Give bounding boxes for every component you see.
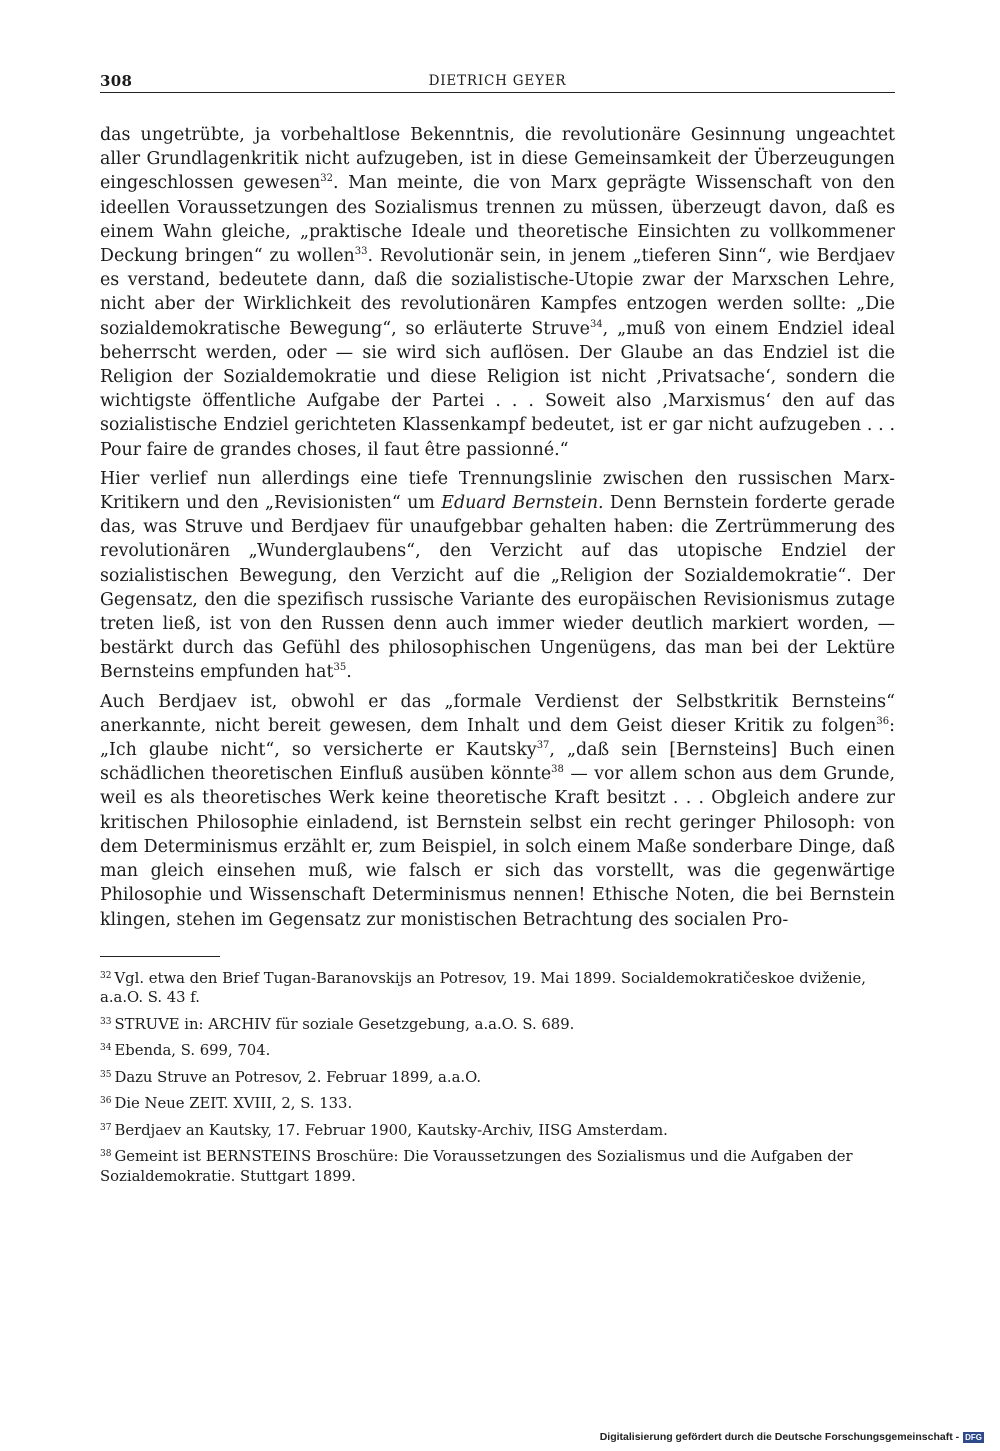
page-number: 308 — [100, 72, 133, 90]
document-page — [100, 70, 895, 1191]
footnote-text: Berdjaev an Kautsky, 17. Februar 1900, Kautsky-Archiv, IISG Amsterdam. — [114, 1121, 668, 1139]
footnote — [100, 1013, 895, 1035]
footnote-number: 37 — [100, 1122, 112, 1133]
footnote-ref: 32 — [320, 173, 334, 185]
footnote-ref: 38 — [551, 764, 564, 776]
text-run: . — [346, 662, 352, 683]
footnote-rule — [100, 956, 220, 957]
text-run: das ungetrübte, ja vorbehaltlose Bekenntnis, die revolutionäre Gesinnung ungeachtet aller Grundlagenkritik nicht aufzugeben, ist in diese Gemeinsamkeit der Überzeugungen eingeschlossen gewesen — [100, 125, 895, 194]
body-text — [100, 123, 895, 932]
paragraph-1 — [100, 123, 895, 462]
text-run: , „muß von einem Endziel ideal beherrscht werden, oder — sie wird sich auflösen. Der Glaube an das Endziel ist die Religion der Sozialdemokratie und diese Religion ist nicht ‚Privatsache‘, sondern die wichtigste öffentliche Aufgabe der Partei . . . Soweit also ‚Marxismus‘ den auf das sozialistische Endziel gerichteten Klassenkampf bedeutet, ist er gar nicht aufzugeben . . . Pour faire de grandes choses, il faut être passionné.“ — [100, 318, 895, 460]
footnote — [100, 1145, 895, 1186]
footnote — [100, 1066, 895, 1088]
digitization-notice — [600, 1431, 984, 1443]
footnote — [100, 1119, 895, 1141]
footnote-ref: 36 — [876, 715, 890, 727]
text-run: Hier verlief nun allerdings eine tiefe Trennungslinie zwischen den russischen Marx-Kritikern und den „Revisionisten“ um — [100, 468, 895, 514]
footnote-number: 36 — [100, 1096, 112, 1107]
footnote-number: 33 — [100, 1016, 112, 1027]
footnotes — [100, 967, 895, 1187]
dfg-logo-icon: DFG — [965, 1432, 982, 1442]
footnote-text: Gemeint ist BERNSTEINS Broschüre: Die Voraussetzungen des Sozialismus und die Aufgaben der Sozialdemokratie. Stuttgart 1899. — [100, 1148, 853, 1185]
text-run: — vor allem schon aus dem Grunde, weil es als theoretisches Werk keine theoretische Kraft besitzt . . . Obgleich andere zur kritischen Philosophie einladend, ist Bernstein selbst ein recht geringer Philosoph: von dem Determinismus erzählt er, zum Beispiel, in solch einem Maße sonderbare Dinge, daß man gleich einsehen muß, wie falsch er sich das vorstellt, was die gegenwärtige Philosophie und Wissenschaft Determinismus nennen! Ethische Noten, die bei Bernstein klingen, stehen im Gegensatz zur monistischen Betrachtung des socialen Pro- — [100, 764, 895, 930]
footnote — [100, 1092, 895, 1114]
footnote — [100, 967, 895, 1008]
text-run: : „Ich glaube nicht“, so versicherte er Kautsky — [100, 715, 895, 761]
footnote-number: 38 — [100, 1149, 112, 1160]
footnote-text: Die Neue ZEIT. XVIII, 2, S. 133. — [114, 1095, 353, 1113]
footnote-number: 34 — [100, 1043, 112, 1054]
footnote-ref: 37 — [536, 740, 550, 752]
digitization-text: Digitalisierung gefördert durch die Deutsche Forschungsgemeinschaft - — [599, 1431, 960, 1443]
footnote-ref: 33 — [354, 246, 368, 258]
text-run: . Man meinte, die von Marx geprägte Wissenschaft von den ideellen Voraussetzungen des Sozialismus trennen zu müssen, überzeugt davon, daß es einem Wahn gleiche, „praktische Ideale und theoretische Einsichten zu vollkommener Deckung bringen“ zu wollen — [100, 173, 895, 267]
footnote-ref: 35 — [333, 662, 347, 674]
footnote-text: Ebenda, S. 699, 704. — [114, 1042, 271, 1060]
footnote-ref: 34 — [589, 318, 603, 330]
text-run: Denn Bernstein forderte gerade das, was Struve und Berdjaev für unaufgebbar gehalten haben: die Zertrümmerung des revolutionären „Wunderglaubens“, den Verzicht auf das utopische Endziel der sozialistischen Bewegung, den Verzicht auf die „Religion der Sozialdemokratie“. Der Gegensatz, den die spezifisch russische Variante des europäischen Revisionismus zutage treten ließ, ist von den Russen denn auch immer wieder deutlich markiert worden, — bestärkt durch das Gefühl des philosophischen Ungenügens, das man bei der Lektüre Bernsteins empfunden hat — [100, 493, 895, 683]
footnote-text: Vgl. etwa den Brief Tugan-Baranovskijs an Potresov, 19. Mai 1899. Socialdemokratičeskoe dviženie, a.a.O. S. 43 f. — [100, 969, 866, 1007]
text-run: , „daß sein [Bernsteins] Buch einen schädlichen theoretischen Einfluß ausüben könnte — [100, 740, 895, 785]
paragraph-3 — [100, 690, 895, 932]
emphasis-name: Eduard Bernstein. — [441, 493, 604, 514]
paragraph-2 — [100, 467, 895, 685]
running-title: DIETRICH GEYER — [428, 73, 567, 89]
footnote-number: 32 — [100, 970, 112, 981]
footnote-text: Dazu Struve an Potresov, 2. Februar 1899, a.a.O. — [114, 1068, 482, 1086]
text-run: Auch Berdjaev ist, obwohl er das „formale Verdienst der Selbstkritik Bernsteins“ anerkannte, nicht bereit gewesen, dem Inhalt und dem Geist dieser Kritik zu folgen — [100, 691, 895, 736]
running-header — [100, 70, 895, 93]
text-run: . Revolutionär sein, in jenem „tieferen Sinn“, wie Berdjaev es verstand, bedeutete dann, daß die sozialistische-Utopie zwar der Marxschen Lehre, nicht aber der Wirklichkeit des revolutionären Kampfes entzogen werden sollte: „Die sozialdemokratische Bewegung“, so erläuterte Struve — [100, 246, 895, 339]
footnote-text: STRUVE in: ARCHIV für soziale Gesetzgebung, a.a.O. S. 689. — [114, 1015, 575, 1033]
footnote — [100, 1039, 895, 1061]
footnote-number: 35 — [100, 1069, 112, 1080]
